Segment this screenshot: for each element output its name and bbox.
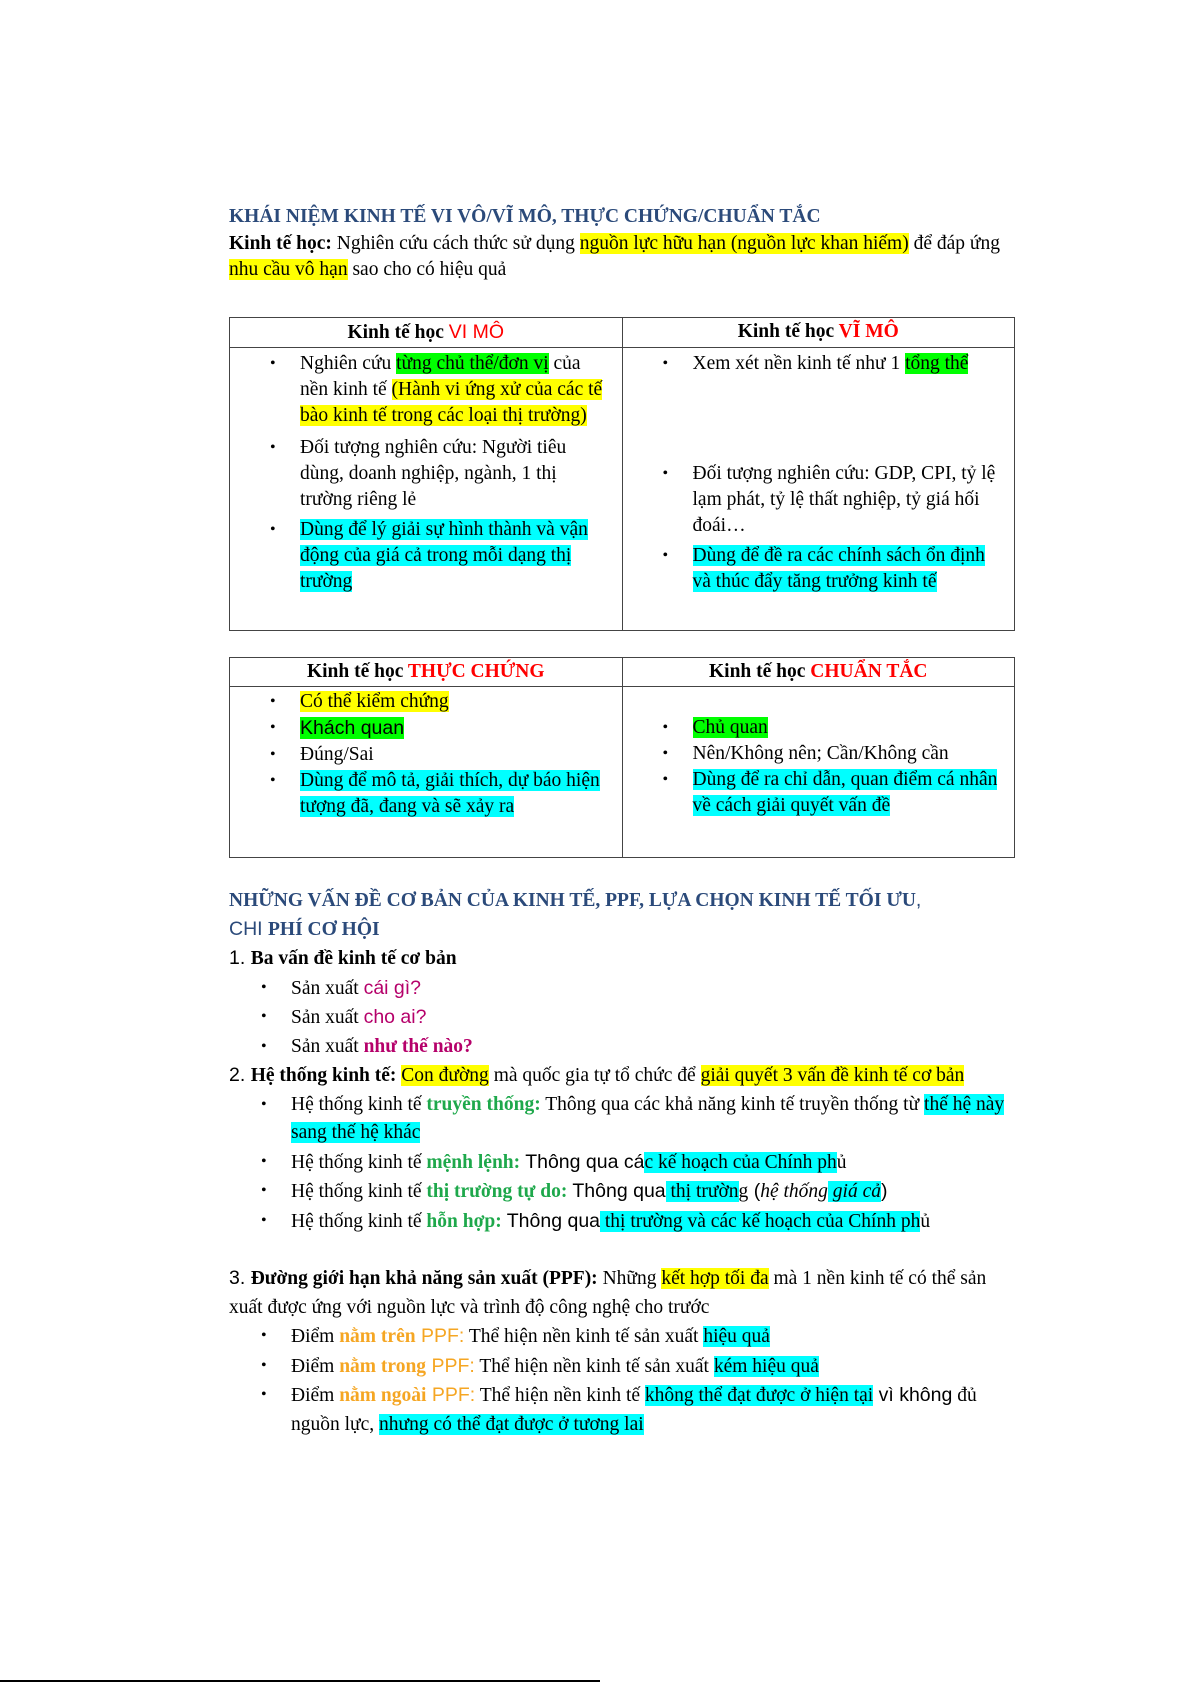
list-item: • Hệ thống kinh tế thị trường tự do: Thông qua thị trường (hệ thống giá cả) [291,1177,1015,1207]
list-item: • Hệ thống kinh tế hỗn hợp: Thông qua thị trường và các kế hoạch của Chính phủ [291,1207,1015,1237]
list-item: • Dùng để lý giải sự hình thành và vận động của giá cả trong mỗi dạng thị trường [300,517,608,595]
list-item: • Đúng/Sai [300,742,608,768]
micro-header: Kinh tế học VI MÔ [230,318,623,348]
list-item: • Dùng để ra chỉ dẫn, quan điểm cá nhân về cách giải quyết vấn đề [693,767,1001,819]
list-item: • Chủ quan [693,715,1001,741]
list-item: • Hệ thống kinh tế truyền thống: Thông qua các khả năng kinh tế truyền thống từ thế hệ này sang thế hệ khác [291,1091,1015,1148]
positive-header: Kinh tế học THỰC CHỨNG [230,658,623,687]
list-item: • Sản xuất cái gì? [291,974,1015,1004]
list-item: • Dùng để đề ra các chính sách ổn định và thúc đẩy tăng trưởng kinh tế [693,543,1001,595]
section2-title: NHỮNG VẤN ĐỀ CƠ BẢN CỦA KINH TẾ, PPF, LỰA CHỌN KINH TẾ TỐI ƯU, CHI PHÍ CƠ HỘI [229,889,922,940]
positive-normative-table [229,657,1015,858]
macro-cell [622,348,1015,631]
normative-cell [622,687,1015,858]
item-ppf: 3. Đường giới hạn khả năng sản xuất (PPF): Những kết hợp tối đa mà 1 nền kinh tế có thể sản xuất được ứng với nguồn lực và trình độ công nghệ cho trước • Điểm nằm trên PPF: Thể hiện nền kinh tế sản xuất hiệu quả • Điểm nằm trong PPF: Thể hiện nền kinh tế sản xuất kém hiệu quả • Điểm nằm ngoài PPF: Thể hiện nền kinh tế không thể đạt được ở hiện tại vì không đủ nguồn lực, nhưng có thể đạt được ở tương lai [229,1264,1015,1439]
definition-label: Kinh tế học: [229,233,332,254]
list-item: • Sản xuất cho ai? [291,1003,1015,1033]
list-item: • Nên/Không nên; Cần/Không cần [693,741,1001,767]
list-item: • Điểm nằm trong PPF: Thể hiện nền kinh tế sản xuất kém hiệu quả [291,1352,1015,1382]
item-economic-systems: 2. Hệ thống kinh tế: Con đường mà quốc gia tự tổ chức để giải quyết 3 vấn đề kinh tế cơ bản • Hệ thống kinh tế truyền thống: Thông qua các khả năng kinh tế truyền thống từ thế hệ này sang thế hệ khác • Hệ thống kinh tế mệnh lệnh: Thông qua các kế hoạch của Chính phủ • Hệ thống kinh tế thị trường tự do: Thông qua thị trường (hệ thống giá cả) • Hệ thống kinh tế hỗn hợp: Thông qua thị trường và các kế hoạch của Chính phủ [229,1061,1015,1236]
list-item: • Đối tượng nghiên cứu: GDP, CPI, tỷ lệ lạm phát, tỷ lệ thất nghiệp, tỷ giá hối đoái… [693,461,1001,539]
list-item: • Hệ thống kinh tế mệnh lệnh: Thông qua các kế hoạch của Chính phủ [291,1148,1015,1178]
micro-cell [230,348,623,631]
economics-definition: Kinh tế học: Nghiên cứu cách thức sử dụng nguồn lực hữu hạn (nguồn lực khan hiếm) để đáp ứng nhu cầu vô hạn sao cho có hiệu quả [229,233,1000,280]
list-item: • Nghiên cứu từng chủ thể/đơn vị của nền kinh tế (Hành vi ứng xử của các tế bào kinh tế trong các loại thị trường) [300,351,608,429]
list-item: • Đối tượng nghiên cứu: Người tiêu dùng, doanh nghiệp, ngành, 1 thị trường riêng lẻ [300,435,608,513]
list-item: • Có thể kiểm chứng [300,689,608,715]
list-item: • Xem xét nền kinh tế như 1 tổng thể [693,351,1001,377]
document-page [229,203,1015,1439]
list-item: • Dùng để mô tả, giải thích, dự báo hiện tượng đã, đang và sẽ xảy ra [300,768,608,820]
item-basic-problems: 1. Ba vấn đề kinh tế cơ bản • Sản xuất cái gì? • Sản xuất cho ai? • Sản xuất như thế nào? [229,944,1015,1061]
micro-macro-table [229,317,1015,631]
normative-header: Kinh tế học CHUẨN TẮC [622,658,1015,687]
positive-cell [230,687,623,858]
list-item: • Khách quan [300,715,608,742]
list-item: • Điểm nằm ngoài PPF: Thể hiện nền kinh tế không thể đạt được ở hiện tại vì không đủ nguồn lực, nhưng có thể đạt được ở tương lai [291,1381,1015,1439]
list-item: • Sản xuất như thế nào? [291,1033,1015,1062]
list-item: • Điểm nằm trên PPF: Thể hiện nền kinh tế sản xuất hiệu quả [291,1322,1015,1352]
page-footer-rule [0,1680,600,1682]
section1-title: KHÁI NIỆM KINH TẾ VI VÔ/VĨ MÔ, THỰC CHỨNG/CHUẨN TẮC [229,206,821,227]
macro-header: Kinh tế học VĨ MÔ [622,318,1015,348]
